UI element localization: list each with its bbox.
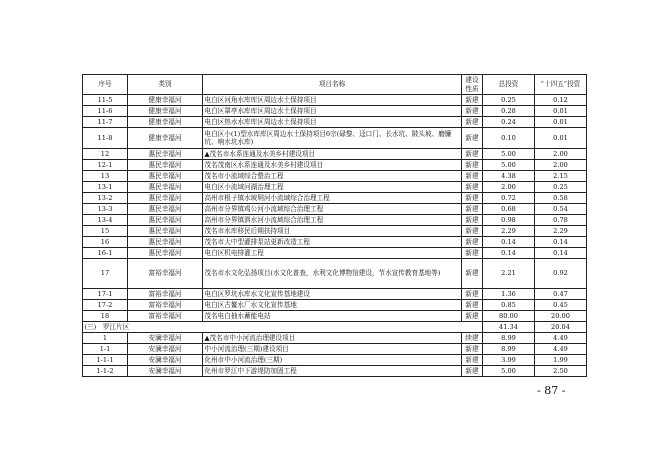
table-row [83, 248, 587, 259]
plan-investment-cell: 2.00 [535, 149, 587, 160]
status-cell: 新建 [462, 344, 483, 355]
table-header-row [83, 75, 587, 95]
row-number-cell: 18 [83, 311, 128, 322]
status-cell: 新建 [462, 215, 483, 226]
category-cell: 健康幸福河 [128, 106, 203, 117]
status-cell: 续建 [462, 333, 483, 344]
project-name-cell: 电白区古鳌水厂水文化宣传基地 [203, 300, 462, 311]
status-cell: 新建 [462, 117, 483, 128]
row-number-cell: 11-7 [83, 117, 128, 128]
status-cell: 新建 [462, 171, 483, 182]
row-number-cell: 12-1 [83, 160, 128, 171]
project-name-cell: 茂名市水库移民后期扶持项目 [203, 226, 462, 237]
table-row [83, 106, 587, 117]
category-cell: 惠民幸福河 [128, 215, 203, 226]
project-table [82, 74, 587, 377]
status-cell: 新建 [462, 160, 483, 171]
project-name-cell: ▲茂名市水系连通及水美乡村建设项目 [203, 149, 462, 160]
plan-investment-cell: 0.58 [535, 193, 587, 204]
category-cell: 富裕幸福河 [128, 259, 203, 289]
project-name-cell: 电白区热水水库库区周边水土保持项目 [203, 117, 462, 128]
row-number-cell: 11-6 [83, 106, 128, 117]
row-number-cell: 13-2 [83, 193, 128, 204]
table-row [83, 300, 587, 311]
project-name-cell: 化州市罗江中下游堤防加固工程 [203, 366, 462, 377]
header-no: 序号 [83, 75, 128, 95]
category-cell: 惠民幸福河 [128, 182, 203, 193]
plan-investment-cell: 0.78 [535, 215, 587, 226]
table-row [83, 344, 587, 355]
table-row [83, 128, 587, 149]
row-number-cell: 11-5 [83, 95, 128, 106]
status-cell: 新建 [462, 248, 483, 259]
status-cell: 新建 [462, 355, 483, 366]
total-investment-cell: 0.72 [483, 193, 535, 204]
total-investment-cell: 0.98 [483, 215, 535, 226]
plan-investment-cell: 4.49 [535, 344, 587, 355]
project-name-cell: 电白区小(1)型水库库区周边水土保持项目6宗(碌黎、迳口门、长水坑、陂头坡、磨镰坑、响水坑水库) [203, 128, 462, 149]
status-cell: 新建 [462, 259, 483, 289]
table-row [83, 182, 587, 193]
total-investment-cell: 0.14 [483, 237, 535, 248]
status-cell: 新建 [462, 366, 483, 377]
section-row [83, 322, 587, 333]
total-investment-cell: 2.21 [483, 259, 535, 289]
category-cell: 安澜幸福河 [128, 333, 203, 344]
total-investment-cell: 8.99 [483, 344, 535, 355]
total-investment-cell: 0.14 [483, 248, 535, 259]
total-investment-cell: 0.85 [483, 300, 535, 311]
status-cell: 新建 [462, 182, 483, 193]
project-name-cell: 中小河流治理(三期)建设项目 [203, 344, 462, 355]
category-cell: 惠民幸福河 [128, 237, 203, 248]
status-cell: 新建 [462, 193, 483, 204]
table-row [83, 311, 587, 322]
table-row [83, 215, 587, 226]
plan-investment-cell: 0.25 [535, 182, 587, 193]
status-cell: 新建 [462, 128, 483, 149]
row-number-cell: 11-8 [83, 128, 128, 149]
total-investment-cell: 0.25 [483, 95, 535, 106]
project-name-cell: 茂名茂南区水系连通及水美乡村建设项目 [203, 160, 462, 171]
project-name-cell: 茂名市水文化弘扬项目(水文化普查，水利文化博物馆建设，节水宣传教育基地等) [203, 259, 462, 289]
row-number-cell: 1-1 [83, 344, 128, 355]
project-name-cell: 化州市中小河流治理(三期) [203, 355, 462, 366]
project-name-cell: ▲茂名市中小河流治理建设项目 [203, 333, 462, 344]
row-number-cell: 1-1-2 [83, 366, 128, 377]
row-number-cell: 17 [83, 259, 128, 289]
section-title-cell: (三) 罗江片区 [83, 322, 483, 333]
category-cell: 安澜幸福河 [128, 344, 203, 355]
table-row [83, 204, 587, 215]
status-cell: 新建 [462, 237, 483, 248]
category-cell: 惠民幸福河 [128, 149, 203, 160]
total-investment-cell: 80.00 [483, 311, 535, 322]
row-number-cell: 12 [83, 149, 128, 160]
project-name-cell: 电白区小流域河湖治理工程 [203, 182, 462, 193]
project-name-cell: 电白区罩亭水库库区周边水土保持项目 [203, 106, 462, 117]
table-row [83, 193, 587, 204]
row-number-cell: 13 [83, 171, 128, 182]
category-cell: 惠民幸福河 [128, 160, 203, 171]
project-name-cell: 高州市分界镇泗水河小流域综合治理工程 [203, 215, 462, 226]
table-row [83, 333, 587, 344]
header-status: 建设性质 [462, 75, 483, 95]
total-investment-cell: 2.00 [483, 182, 535, 193]
project-name-cell: 茂名市大中型灌排泵站更新改造工程 [203, 237, 462, 248]
status-cell: 新建 [462, 226, 483, 237]
category-cell: 富裕幸福河 [128, 300, 203, 311]
row-number-cell: 15 [83, 226, 128, 237]
plan-investment-cell: 0.47 [535, 289, 587, 300]
category-cell: 健康幸福河 [128, 95, 203, 106]
status-cell: 新建 [462, 300, 483, 311]
category-cell: 富裕幸福河 [128, 289, 203, 300]
plan-investment-cell: 1.99 [535, 355, 587, 366]
header-total-investment: 总投资 [483, 75, 535, 95]
status-cell: 新建 [462, 149, 483, 160]
plan-investment-cell: 4.49 [535, 333, 587, 344]
row-number-cell: 13-3 [83, 204, 128, 215]
total-investment-cell: 1.36 [483, 289, 535, 300]
category-cell: 富裕幸福河 [128, 311, 203, 322]
table-row [83, 149, 587, 160]
category-cell: 健康幸福河 [128, 128, 203, 149]
project-name-cell: 茂名市小流域综合整治工程 [203, 171, 462, 182]
status-cell: 新建 [462, 311, 483, 322]
table-row [83, 366, 587, 377]
table-row [83, 289, 587, 300]
plan-investment-cell: 2.29 [535, 226, 587, 237]
row-number-cell: 16 [83, 237, 128, 248]
header-category: 类别 [128, 75, 203, 95]
plan-investment-cell: 0.45 [535, 300, 587, 311]
project-name-cell: 高州市分界镇鸡公河小流域综合治理工程 [203, 204, 462, 215]
status-cell: 新建 [462, 289, 483, 300]
header-project-name: 项目名称 [203, 75, 462, 95]
plan-investment-cell: 0.01 [535, 106, 587, 117]
total-investment-cell: 4.38 [483, 171, 535, 182]
row-number-cell: 17-1 [83, 289, 128, 300]
plan-investment-cell: 2.00 [535, 160, 587, 171]
row-number-cell: 13-4 [83, 215, 128, 226]
category-cell: 惠民幸福河 [128, 226, 203, 237]
plan-investment-cell: 0.12 [535, 95, 587, 106]
total-investment-cell: 5.00 [483, 160, 535, 171]
total-investment-cell: 0.10 [483, 128, 535, 149]
category-cell: 惠民幸福河 [128, 248, 203, 259]
plan-investment-cell: 0.01 [535, 117, 587, 128]
project-name-cell: 高州市根子镇水坡垌河小流域综合治理工程 [203, 193, 462, 204]
table-row [83, 117, 587, 128]
table-row [83, 160, 587, 171]
project-name-cell: 茂名电白抽水蓄能电站 [203, 311, 462, 322]
category-cell: 健康幸福河 [128, 117, 203, 128]
plan-investment-cell: 20.04 [535, 322, 587, 333]
plan-investment-cell: 0.01 [535, 128, 587, 149]
total-investment-cell: 3.99 [483, 355, 535, 366]
table-row [83, 259, 587, 289]
plan-investment-cell: 20.00 [535, 311, 587, 322]
category-cell: 安澜幸福河 [128, 355, 203, 366]
row-number-cell: 13-1 [83, 182, 128, 193]
table-row [83, 237, 587, 248]
total-investment-cell: 8.99 [483, 333, 535, 344]
status-cell: 新建 [462, 106, 483, 117]
row-number-cell: 16-1 [83, 248, 128, 259]
project-name-cell: 电白区机电排灌工程 [203, 248, 462, 259]
row-number-cell: 1-1-1 [83, 355, 128, 366]
status-cell: 新建 [462, 95, 483, 106]
plan-investment-cell: 0.92 [535, 259, 587, 289]
row-number-cell: 1 [83, 333, 128, 344]
total-investment-cell: 0.24 [483, 117, 535, 128]
plan-investment-cell: 0.14 [535, 237, 587, 248]
total-investment-cell: 41.34 [483, 322, 535, 333]
total-investment-cell: 0.68 [483, 204, 535, 215]
project-name-cell: 电白区河角水库库区周边水土保持项目 [203, 95, 462, 106]
total-investment-cell: 5.00 [483, 149, 535, 160]
status-cell: 新建 [462, 204, 483, 215]
category-cell: 惠民幸福河 [128, 193, 203, 204]
total-investment-cell: 2.29 [483, 226, 535, 237]
total-investment-cell: 0.28 [483, 106, 535, 117]
header-plan-investment: “十四五”投资 [535, 75, 587, 95]
table-body [83, 95, 587, 377]
category-cell: 惠民幸福河 [128, 171, 203, 182]
row-number-cell: 17-2 [83, 300, 128, 311]
table-row [83, 171, 587, 182]
total-investment-cell: 5.00 [483, 366, 535, 377]
table-row [83, 95, 587, 106]
table-row [83, 226, 587, 237]
table-row [83, 355, 587, 366]
project-name-cell: 电白区罗坑水库水文化宣传基地建设 [203, 289, 462, 300]
category-cell: 惠民幸福河 [128, 204, 203, 215]
plan-investment-cell: 2.50 [535, 366, 587, 377]
page-number: - 87 - [537, 384, 566, 397]
plan-investment-cell: 0.14 [535, 248, 587, 259]
category-cell: 安澜幸福河 [128, 366, 203, 377]
plan-investment-cell: 0.54 [535, 204, 587, 215]
plan-investment-cell: 2.15 [535, 171, 587, 182]
